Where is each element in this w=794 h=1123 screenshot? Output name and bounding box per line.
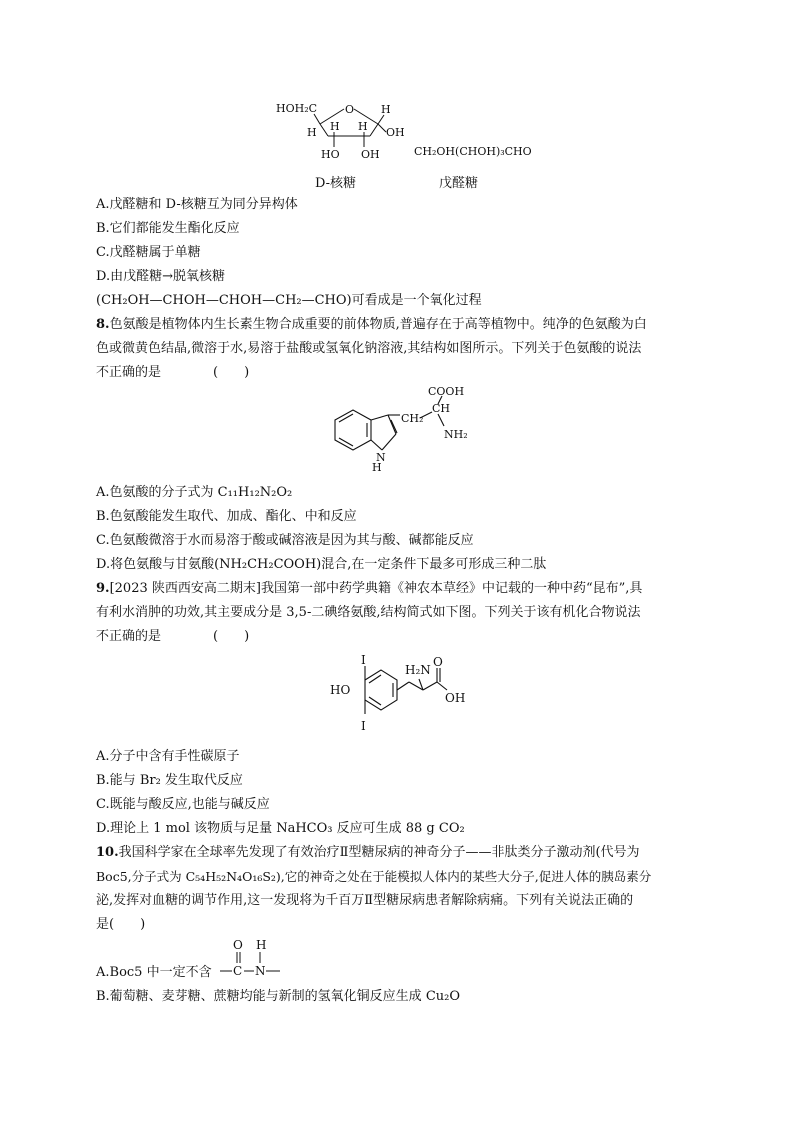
q10-option-b: B.葡萄糖、麦芽糖、蔗糖均能与新制的氢氧化铜反应生成 Cu₂O [96,989,461,1004]
q7-option-c: C.戊醛糖属于单糖 [96,245,201,260]
q9-number: 9. [96,581,110,596]
q7-option-d-cont: (CH₂OH—CHOH—CHOH—CH₂—CHO)可看成是一个氧化过程 [96,293,482,308]
q9-option-c: C.既能与酸反应,也能与碱反应 [96,797,270,812]
q9-text1: [2023 陕西西安高二期末]我国第一部中药学典籍《神农本草经》中记载的一种中药“昆布”,具 [109,581,643,596]
amide-n-label: N [255,964,266,978]
acid-oh-label: OH [445,691,466,705]
q8-text1: 色氨酸是植物体内生长素生物合成重要的前体物质,普遍存在于高等植物中。纯净的色氨酸为白 [109,317,647,332]
q7-option-a: A.戊醛糖和 D-核糖互为同分异构体 [96,197,298,212]
q9-stem-line3: 不正确的是 ( ) [96,629,250,644]
q10-stem-line1 [96,843,640,863]
q9-stem-line1 [96,579,642,599]
q10-number: 10. [96,845,119,860]
c4-h-label: H [307,126,317,139]
q10-option-a: A.Boc5 中一定不含 [96,965,212,980]
q7-option-b: B.它们都能发生酯化反应 [96,221,240,236]
c1-oh-label: OH [386,126,405,139]
h2n-label: H₂N [405,663,431,677]
c2-oh-label: OH [361,148,380,161]
amide-c-label: C [233,964,243,978]
q10-text1: 我国科学家在全球率先发现了有效治疗Ⅱ型糖尿病的神奇分子——非肽类分子激动剂(代号为 [118,845,640,860]
tryptophan-structure [310,382,485,477]
q8-option-b: B.色氨酸能发生取代、加成、酯化、中和反应 [96,509,357,524]
ch-label: CH [432,402,451,415]
c3-ho-label: HO [321,148,340,161]
iodine-bottom-label: I [361,719,366,733]
diiodotyrosine-structure [325,652,485,742]
carbonyl-o-label: O [433,655,443,669]
cooh-label: COOH [428,385,465,398]
q10-stem-line2: Boc5,分子式为 C₅₄H₅₂N₄O₁₆S₂),它的神奇之处在于能模拟人体内的某些大分子,促进人体的胰岛素分 [96,869,652,884]
q8-option-c: C.色氨酸微溶于水而易溶于酸或碱溶液是因为其与酸、碱都能反应 [96,533,474,548]
d-ribose-caption: D-核糖 [315,176,357,191]
q8-stem-line1 [96,315,647,335]
q8-option-d: D.将色氨酸与甘氨酸(NH₂CH₂COOH)混合,在一定条件下最多可形成三种二肽 [96,557,547,572]
q9-option-d: D.理论上 1 mol 该物质与足量 NaHCO₃ 反应可生成 88 g CO₂ [96,821,465,836]
q8-stem-line3: 不正确的是 ( ) [96,365,250,380]
pentose-caption: 戊醛糖 [439,176,479,191]
indole-n-label: N [376,451,386,464]
indole-h-label: H [372,461,382,474]
ring-oxygen-label: O [345,103,355,116]
q8-number: 8. [96,317,110,332]
c1-h-label: H [381,103,391,116]
amide-group-structure [218,934,288,982]
amide-o-label: O [233,938,243,952]
ch2-label: CH₂ [401,412,424,425]
c2-h-label: H [358,120,368,133]
q10-stem-line4: 是( ) [96,917,146,932]
q8-option-a: A.色氨酸的分子式为 C₁₁H₁₂N₂O₂ [96,485,293,500]
q9-option-b: B.能与 Br₂ 发生取代反应 [96,773,243,788]
q8-stem-line2: 色或微黄色结晶,微溶于水,易溶于盐酸或氢氧化钠溶液,其结构如图所示。下列关于色氨酸的说法 [96,341,642,356]
pentose-formula: CH₂OH(CHOH)₃CHO [414,145,532,158]
phenol-ho-label: HO [330,683,351,697]
q9-option-a: A.分子中含有手性碳原子 [96,749,240,764]
amide-h-label: H [256,938,267,952]
d-ribose-structure [270,96,410,166]
q10-stem-line3: 泌,发挥对血糖的调节作用,这一发现将为千百万Ⅱ型糖尿病患者解除病痛。下列有关说法正确的 [96,893,634,908]
c3-h-label: H [330,120,340,133]
iodine-top-label: I [361,653,366,667]
q9-stem-line2: 有利水消肿的功效,其主要成分是 3,5-二碘络氨酸,结构简式如下图。下列关于该有机化合物说法 [96,605,641,620]
q7-option-d: D.由戊醛糖→脱氧核糖 [96,269,225,284]
hoh2c-label: HOH₂C [276,102,318,115]
nh2-label: NH₂ [444,428,468,441]
